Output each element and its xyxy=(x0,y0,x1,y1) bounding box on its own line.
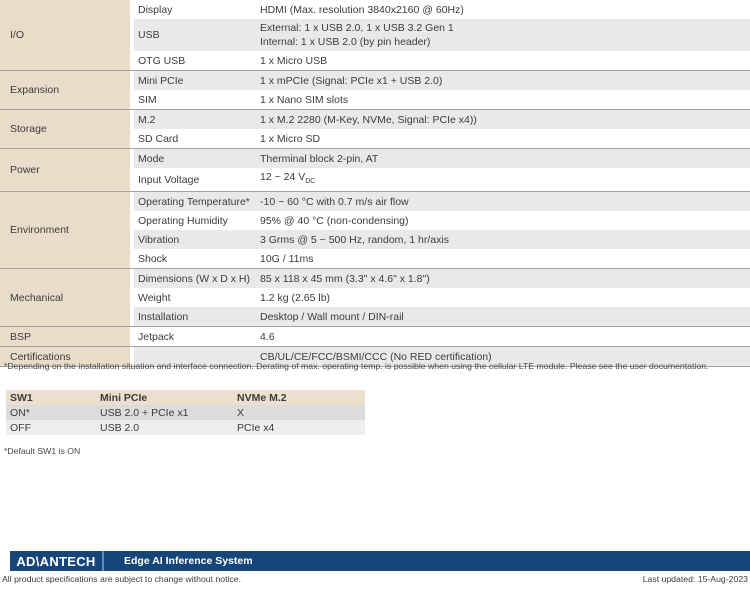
spec-row xyxy=(134,19,750,51)
spec-row-value: HDMI (Max. resolution 3840x2160 @ 60Hz) xyxy=(260,3,464,16)
spec-group-rows xyxy=(134,149,750,191)
spec-row-value: Therminal block 2-pin, AT xyxy=(260,152,379,165)
spec-row-label: Input Voltage xyxy=(138,173,200,186)
spec-row-value: 1 x mPCIe (Signal: PCIe x1 + USB 2.0) xyxy=(260,74,443,87)
spec-category-label: Power xyxy=(0,149,130,191)
spec-row-label: Operating Temperature* xyxy=(138,195,250,208)
sw1-cell: ON* xyxy=(10,406,30,419)
spec-row-label: Dimensions (W x D x H) xyxy=(138,272,251,285)
spec-group-rows xyxy=(134,71,750,109)
spec-group-rows xyxy=(134,192,750,268)
spec-row-label: OTG USB xyxy=(138,54,186,67)
spec-row-value: -10 ~ 60 °C with 0.7 m/s air flow xyxy=(260,195,409,208)
spec-row-label: Installation xyxy=(138,310,189,323)
advantech-logo: AD\ANTECH xyxy=(16,553,96,569)
spec-group xyxy=(0,269,750,327)
spec-group-rows xyxy=(134,0,750,70)
spec-row-value: 12 ~ 24 $V_{DC}$ xyxy=(260,171,316,186)
sw1-cell: PCIe x4 xyxy=(237,421,275,434)
spec-row xyxy=(134,230,750,249)
spec-row-label: Display xyxy=(138,3,173,16)
sw1-header-cell: SW1 xyxy=(10,391,33,404)
sw1-header-cell: Mini PCIe xyxy=(100,391,148,404)
spec-row xyxy=(134,110,750,129)
spec-row-label: SIM xyxy=(138,93,157,106)
spec-row-value xyxy=(260,19,750,51)
spec-value-line: Internal: 1 x USB 2.0 (by pin header) xyxy=(260,36,431,48)
spec-row-value: Desktop / Wall mount / DIN-rail xyxy=(260,310,404,323)
sw1-cell: USB 2.0 + PCIe x1 xyxy=(100,406,189,419)
spec-row-value: 95% @ 40 °C (non-condensing) xyxy=(260,214,409,227)
spec-row-label: Operating Humidity xyxy=(138,214,228,227)
sw1-row xyxy=(6,405,365,420)
spec-category-label: Expansion xyxy=(0,71,130,109)
last-updated-text: Last updated: 15-Aug-2023 xyxy=(642,574,748,584)
spec-row xyxy=(134,249,750,268)
sw1-cell: USB 2.0 xyxy=(100,421,140,434)
spec-row-value: 10G / 11ms xyxy=(260,252,314,265)
spec-group-rows xyxy=(134,327,750,346)
spec-row xyxy=(134,192,750,211)
spec-row xyxy=(134,211,750,230)
spec-row-label: Shock xyxy=(138,252,168,265)
sw1-header-row xyxy=(6,390,365,405)
spec-category-label: Mechanical xyxy=(0,269,130,326)
spec-row-value: CB/UL/CE/FCC/BSMI/CCC (No RED certification) xyxy=(260,350,492,363)
sw1-default-footnote: *Default SW1 is ON xyxy=(4,446,81,456)
spec-category-label: I/O xyxy=(0,0,130,70)
spec-row-label: Weight xyxy=(138,291,171,304)
spec-value-line: External: 1 x USB 2.0, 1 x USB 3.2 Gen 1 xyxy=(260,22,454,34)
spec-row xyxy=(134,129,750,148)
spec-row-label: Mode xyxy=(138,152,165,165)
sw1-row xyxy=(6,420,365,435)
spec-category-label: Certifications xyxy=(0,347,130,366)
spec-row xyxy=(134,149,750,168)
spec-row xyxy=(134,307,750,326)
spec-group xyxy=(0,71,750,110)
spec-category-label: Environment xyxy=(0,192,130,268)
spec-row-value: 1 x Micro USB xyxy=(260,54,328,67)
disclaimer-text: All product specifications are subject to change without notice. xyxy=(2,574,242,584)
sw1-header-cell: NVMe M.2 xyxy=(237,391,287,404)
spec-row-label: USB xyxy=(138,29,160,41)
spec-category-label: Storage xyxy=(0,110,130,148)
spec-row xyxy=(134,288,750,307)
spec-group-rows xyxy=(134,110,750,148)
value-subscript: DC xyxy=(305,178,316,186)
spec-row xyxy=(134,71,750,90)
spec-row xyxy=(134,0,750,19)
spec-row xyxy=(134,51,750,70)
spec-category-label: BSP xyxy=(0,327,130,346)
footer-bar xyxy=(10,551,750,571)
spec-row-label: Vibration xyxy=(138,233,180,246)
spec-row xyxy=(134,168,750,191)
spec-row-label: Mini PCIe xyxy=(138,74,184,87)
spec-row-label: M.2 xyxy=(138,113,156,126)
spec-row-label: SD Card xyxy=(138,132,179,145)
spec-group xyxy=(0,0,750,71)
spec-group xyxy=(0,192,750,269)
spec-row-value: 3 Grms @ 5 ~ 500 Hz, random, 1 hr/axis xyxy=(260,233,449,246)
sw1-cell: OFF xyxy=(10,421,31,434)
spec-group xyxy=(0,149,750,192)
temperature-footnote: *Depending on the installation situation and interface connection. Derating of max. operating temp. is possible when using the cellular LTE module. Please see the user documentation. xyxy=(4,361,709,371)
spec-row-label: Jetpack xyxy=(138,330,175,343)
footer-meta xyxy=(2,574,748,584)
spec-row-value: 4.6 xyxy=(260,330,275,343)
spec-group xyxy=(0,110,750,149)
sw1-table xyxy=(6,390,365,435)
spec-row xyxy=(134,90,750,109)
spec-row-value: 85 x 118 x 45 mm (3.3" x 4.6" x 1.8") xyxy=(260,272,430,285)
spec-group xyxy=(0,327,750,347)
product-title: Edge AI Inference System xyxy=(124,555,253,567)
spec-row-value: 1 x Micro SD xyxy=(260,132,321,145)
spec-row xyxy=(134,269,750,288)
sw1-cell: X xyxy=(237,406,245,419)
spec-row-value: 1 x Nano SIM slots xyxy=(260,93,349,106)
spec-group-rows xyxy=(134,269,750,326)
spec-row-value: 1 x M.2 2280 (M-Key, NVMe, Signal: PCIe x4)) xyxy=(260,113,477,126)
spec-row-value: 1.2 kg (2.65 lb) xyxy=(260,291,331,304)
spec-row xyxy=(134,327,750,346)
